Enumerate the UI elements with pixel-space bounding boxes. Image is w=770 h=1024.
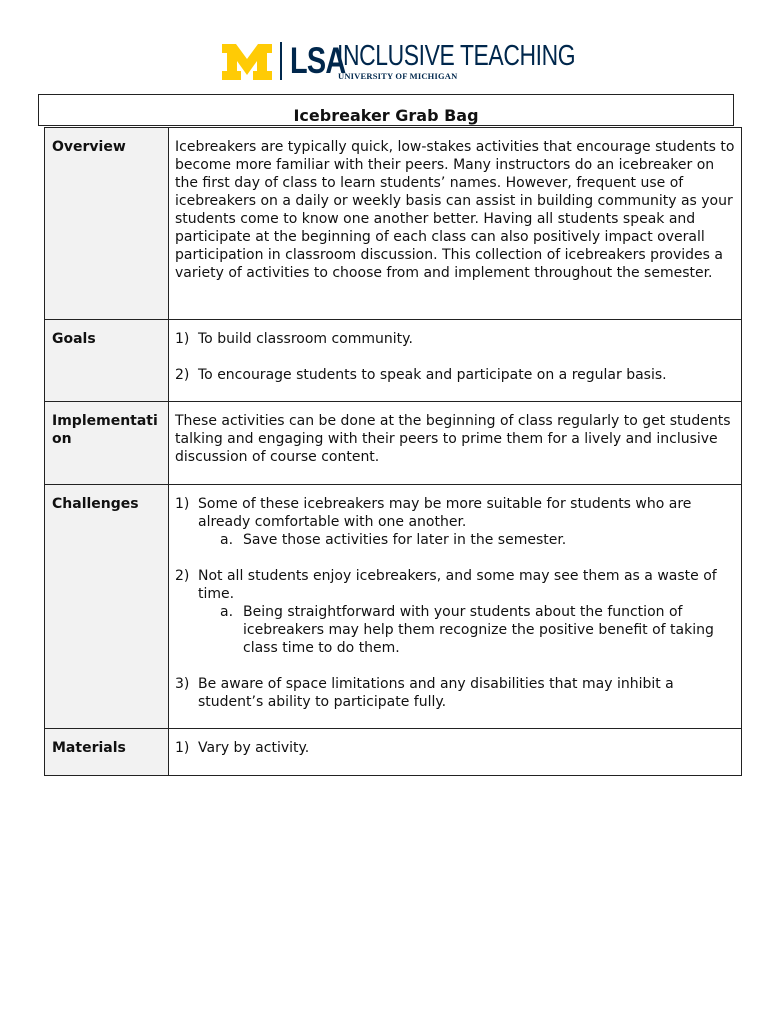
row-content-implementation <box>169 402 742 485</box>
logo-divider <box>280 42 282 80</box>
row-label-goals: Goals <box>45 320 169 402</box>
row-label-overview: Overview <box>45 128 169 320</box>
row-label-implementation: Implementation <box>45 402 169 485</box>
logo-wordmark <box>337 40 576 81</box>
list-item <box>175 330 735 348</box>
list-number: 1) <box>175 331 190 347</box>
sub-list-item <box>220 603 735 657</box>
list-number: 2) <box>175 568 190 584</box>
sub-list-letter: a. <box>220 532 234 548</box>
table-row-overview <box>45 128 742 320</box>
logo-lsa-text: LSA <box>290 40 346 81</box>
sub-list-text: Being straightforward with your students about the function of icebreakers may help them recognize the positive benefit of taking class time to do them. <box>243 604 714 656</box>
row-label-materials: Materials <box>45 729 169 776</box>
sub-list-item <box>220 531 735 549</box>
logo-subtitle: UNIVERSITY OF MICHIGAN <box>338 71 458 81</box>
list-item <box>175 739 735 757</box>
list-item <box>175 495 735 531</box>
lsa-inclusive-teaching-logo <box>222 40 576 82</box>
table-row-materials <box>45 729 742 776</box>
table-row-implementation <box>45 402 742 485</box>
table-row-goals <box>45 320 742 402</box>
list-number: 1) <box>175 740 190 756</box>
row-content-overview <box>169 128 742 320</box>
list-number: 3) <box>175 676 190 692</box>
table-row-challenges <box>45 485 742 729</box>
overview-text: Icebreakers are typically quick, low-stakes activities that encourage students to become more familiar with their peers. Many instructors do an icebreaker on the first day of class to learn students’ names. However, frequent use of icebreakers on a daily or weekly basis can assist in building community as your students come to know one another better. Having all students speak and participate at the beginning of each class can also positively impact overall participation in classroom discussion. This collection of icebreakers provides a variety of activities to choose from and implement throughout the semester. <box>175 139 735 281</box>
list-text: To build classroom community. <box>198 331 413 347</box>
list-text: Be aware of space limitations and any disabilities that may inhibit a student’s ability to participate fully. <box>198 676 674 710</box>
list-text: Vary by activity. <box>198 740 310 756</box>
row-content-materials <box>169 729 742 776</box>
sub-list-letter: a. <box>220 604 234 620</box>
info-table <box>44 127 742 776</box>
list-item <box>175 675 735 711</box>
list-number: 1) <box>175 496 190 512</box>
list-text: Some of these icebreakers may be more suitable for students who are already comfortable with one another. <box>198 496 692 530</box>
list-item <box>175 567 735 603</box>
list-item <box>175 366 735 384</box>
block-m-logo-icon <box>222 44 272 80</box>
sub-list-text: Save those activities for later in the semester. <box>243 532 567 548</box>
row-content-goals <box>169 320 742 402</box>
document-title: Icebreaker Grab Bag <box>38 94 734 126</box>
row-label-challenges: Challenges <box>45 485 169 729</box>
logo-title: INCLUSIVE TEACHING <box>337 40 576 72</box>
list-number: 2) <box>175 367 190 383</box>
list-text: Not all students enjoy icebreakers, and some may see them as a waste of time. <box>198 568 717 602</box>
row-content-challenges <box>169 485 742 729</box>
list-text: To encourage students to speak and participate on a regular basis. <box>198 367 667 383</box>
implementation-text: These activities can be done at the beginning of class regularly to get students talking and engaging with their peers to prime them for a lively and inclusive discussion of course content. <box>175 413 731 465</box>
